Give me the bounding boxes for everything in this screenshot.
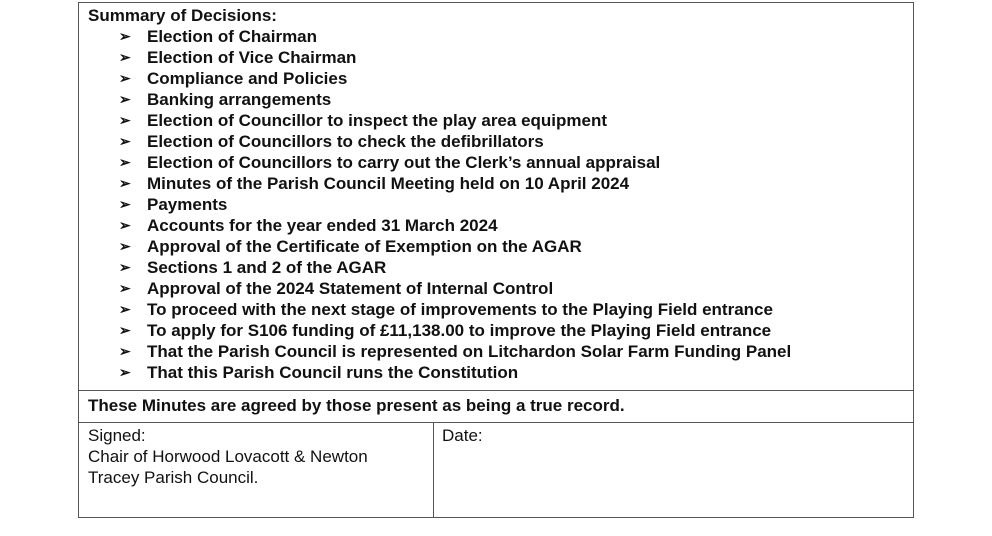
decision-text: Election of Councillor to inspect the play area equipment — [147, 110, 608, 130]
arrowhead-bullet-icon: ➢ — [119, 259, 131, 275]
decision-text: Payments — [147, 194, 228, 214]
decision-text: To apply for S106 funding of £11,138.00 to improve the Playing Field entrance — [147, 320, 772, 340]
summary-section — [79, 3, 913, 391]
decision-text: Election of Councillors to carry out the Clerk’s annual appraisal — [147, 152, 661, 172]
decision-item — [79, 362, 791, 383]
decision-item — [79, 152, 791, 173]
decision-text: Election of Councillors to check the defibrillators — [147, 131, 544, 151]
decisions-list — [79, 26, 791, 383]
arrowhead-bullet-icon: ➢ — [119, 49, 131, 65]
decision-text: Approval of the Certificate of Exemption on the AGAR — [147, 236, 582, 256]
decision-text: To proceed with the next stage of improvements to the Playing Field entrance — [147, 299, 773, 319]
decision-item — [79, 131, 791, 152]
decision-item — [79, 320, 791, 341]
decision-text: That the Parish Council is represented on Litchardon Solar Farm Funding Panel — [147, 341, 792, 361]
arrowhead-bullet-icon: ➢ — [119, 238, 131, 254]
arrowhead-bullet-icon: ➢ — [119, 175, 131, 191]
decision-text: Banking arrangements — [147, 89, 332, 109]
decision-text: Accounts for the year ended 31 March 2024 — [147, 215, 498, 235]
arrowhead-bullet-icon: ➢ — [119, 70, 131, 86]
decision-item — [79, 257, 791, 278]
arrowhead-bullet-icon: ➢ — [119, 196, 131, 212]
decision-item — [79, 299, 791, 320]
decision-item — [79, 89, 791, 110]
decision-text: Election of Chairman — [147, 26, 318, 46]
decision-item — [79, 341, 791, 362]
arrowhead-bullet-icon: ➢ — [119, 343, 131, 359]
decision-text: Sections 1 and 2 of the AGAR — [147, 257, 387, 277]
arrowhead-bullet-icon: ➢ — [119, 112, 131, 128]
agreement-row — [79, 391, 913, 423]
decision-item — [79, 110, 791, 131]
arrowhead-bullet-icon: ➢ — [119, 301, 131, 317]
date-label: Date: — [442, 426, 483, 445]
signature-title-line1: Chair of Horwood Lovacott & Newton — [88, 447, 368, 466]
decision-item — [79, 236, 791, 257]
decision-text: Approval of the 2024 Statement of Internal Control — [147, 278, 554, 298]
signed-label: Signed: — [88, 426, 146, 445]
signature-title-line2: Tracey Parish Council. — [88, 468, 259, 487]
decision-item — [79, 278, 791, 299]
arrowhead-bullet-icon: ➢ — [119, 364, 131, 380]
decision-item — [79, 68, 791, 89]
arrowhead-bullet-icon: ➢ — [119, 217, 131, 233]
decision-text: Compliance and Policies — [147, 68, 348, 88]
arrowhead-bullet-icon: ➢ — [119, 280, 131, 296]
minutes-table — [78, 2, 914, 518]
arrowhead-bullet-icon: ➢ — [119, 133, 131, 149]
decision-item — [79, 194, 791, 215]
arrowhead-bullet-icon: ➢ — [119, 322, 131, 338]
arrowhead-bullet-icon: ➢ — [119, 28, 131, 44]
decision-text: Election of Vice Chairman — [147, 47, 357, 67]
decision-item — [79, 47, 791, 68]
decision-item — [79, 173, 791, 194]
date-cell — [434, 423, 913, 517]
decision-item — [79, 26, 791, 47]
arrowhead-bullet-icon: ➢ — [119, 154, 131, 170]
agreement-text: These Minutes are agreed by those present as being a true record. — [88, 396, 625, 415]
decision-text: Minutes of the Parish Council Meeting held on 10 April 2024 — [147, 173, 630, 193]
decision-item — [79, 215, 791, 236]
decision-text: That this Parish Council runs the Constitution — [147, 362, 519, 382]
signature-cell — [79, 423, 434, 517]
arrowhead-bullet-icon: ➢ — [119, 91, 131, 107]
summary-title: Summary of Decisions: — [88, 6, 277, 25]
